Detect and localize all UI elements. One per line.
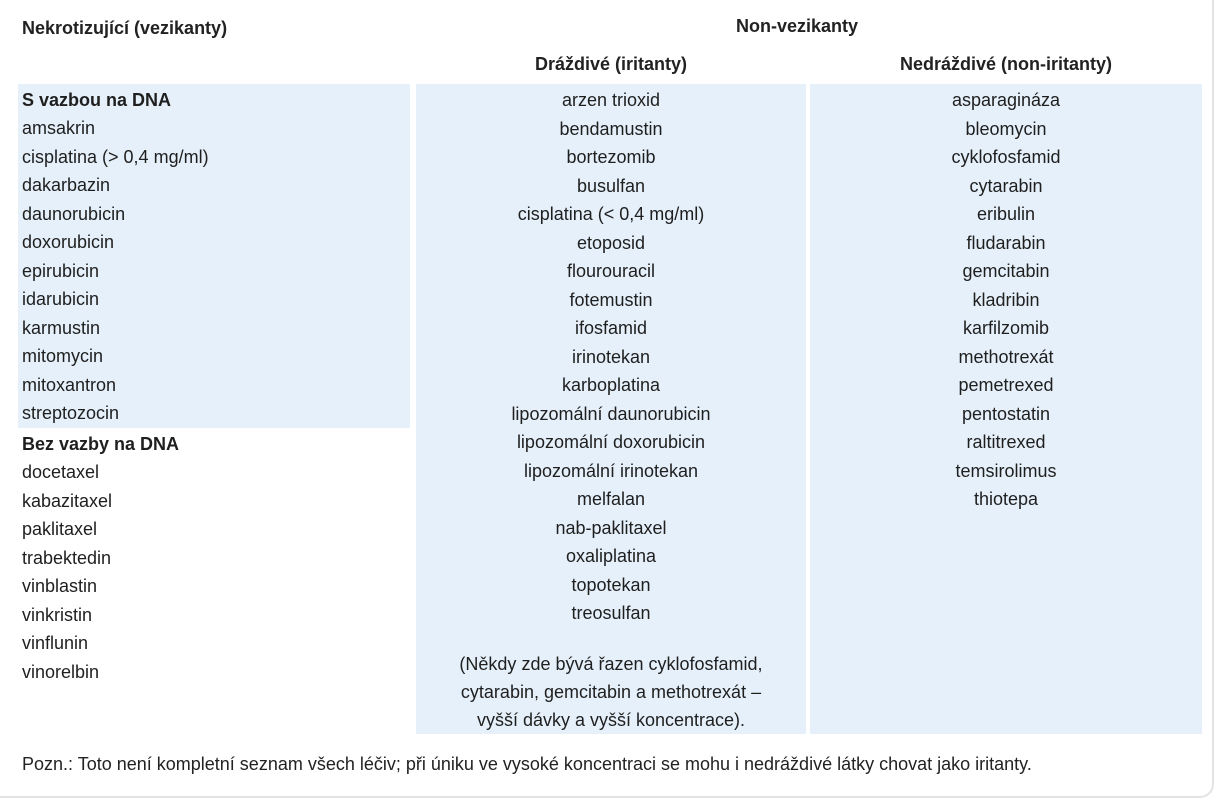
list-item: karfilzomib (962, 318, 1050, 338)
list-item: temsirolimus (955, 460, 1057, 481)
list-item: lipozomální irinotekan (523, 460, 699, 481)
list-item: fludarabin (966, 232, 1046, 253)
list-item: pemetrexed (958, 375, 1054, 395)
list-item: thiotepa (973, 489, 1039, 509)
note-line: cytarabin, gemcitabin a methotrexát – (460, 682, 762, 702)
list-item: vinkristin (22, 604, 93, 625)
list-item: etoposid (576, 232, 646, 253)
header-non-irritants: Nedráždivé (non-iritanty) (899, 54, 1113, 74)
list-item: melfalan (576, 489, 646, 509)
list-item: karmustin (22, 317, 101, 338)
list-item: vinorelbin (22, 661, 100, 682)
list-item: lipozomální doxorubicin (516, 432, 706, 452)
non-dna-binding-title: Bez vazby na DNA (22, 434, 180, 454)
list-item: paklitaxel (22, 519, 98, 539)
list-item: irinotekan (571, 346, 651, 367)
dna-binding-list (22, 114, 402, 428)
header-irritants: Dráždivé (iritanty) (534, 54, 688, 74)
non-irritants-list (810, 86, 1202, 514)
list-item: cisplatina (< 0,4 mg/ml) (517, 204, 705, 224)
list-item: arzen trioxid (561, 90, 661, 110)
list-item: topotekan (571, 574, 651, 595)
list-item: streptozocin (22, 403, 120, 423)
list-item: ifosfamid (574, 318, 648, 338)
list-item: vinblastin (22, 576, 98, 596)
non-dna-binding-list (22, 458, 402, 686)
list-item: pentostatin (961, 403, 1051, 424)
list-item: cyklofosfamid (951, 147, 1061, 167)
list-item: fotemustin (569, 289, 653, 310)
irritants-note (416, 650, 806, 734)
list-item: eribulin (976, 204, 1036, 224)
note-line: vyšší dávky a vyšší koncentrace). (476, 710, 746, 730)
list-item: methotrexát (958, 346, 1054, 367)
list-item: epirubicin (22, 260, 100, 281)
list-item: dakarbazin (22, 175, 111, 195)
irritants-list (416, 86, 806, 628)
list-item: treosulfan (571, 603, 651, 623)
list-item: kabazitaxel (22, 490, 113, 511)
list-item: bleomycin (965, 118, 1047, 139)
list-item: gemcitabin (962, 261, 1050, 281)
list-item: amsakrin (22, 118, 96, 138)
list-item: kladribin (972, 289, 1040, 310)
list-item: docetaxel (22, 462, 100, 482)
footnote: Pozn.: Toto není kompletní seznam všech léčiv; při úniku ve vysoké koncentraci se mohu i nedráždivé látky chovat jako iritanty. (22, 754, 1032, 774)
list-item: mitomycin (22, 346, 104, 366)
list-item: daunorubicin (22, 203, 126, 224)
list-item: oxaliplatina (565, 546, 657, 566)
list-item: mitoxantron (22, 374, 117, 395)
header-vesicants: Nekrotizující (vezikanty) (22, 18, 228, 38)
list-item: cytarabin (969, 175, 1043, 196)
note-line: (Někdy zde bývá řazen cyklofosfamid, (459, 654, 763, 674)
list-item: bendamustin (559, 118, 663, 139)
list-item: busulfan (576, 175, 646, 196)
list-item: trabektedin (22, 547, 112, 568)
list-item: flourouracil (566, 261, 656, 281)
list-item: nab-paklitaxel (555, 517, 667, 538)
list-item: vinflunin (22, 633, 89, 653)
list-item: idarubicin (22, 289, 100, 309)
list-item: lipozomální daunorubicin (511, 403, 711, 424)
list-item: doxorubicin (22, 232, 115, 252)
list-item: karboplatina (561, 375, 661, 395)
list-item: cisplatina (> 0,4 mg/ml) (22, 146, 209, 167)
list-item: bortezomib (566, 147, 656, 167)
header-non-vesicants: Non-vezikanty (736, 16, 859, 36)
dna-binding-title: S vazbou na DNA (22, 90, 172, 110)
list-item: raltitrexed (966, 432, 1046, 452)
list-item: asparagináza (951, 90, 1061, 110)
